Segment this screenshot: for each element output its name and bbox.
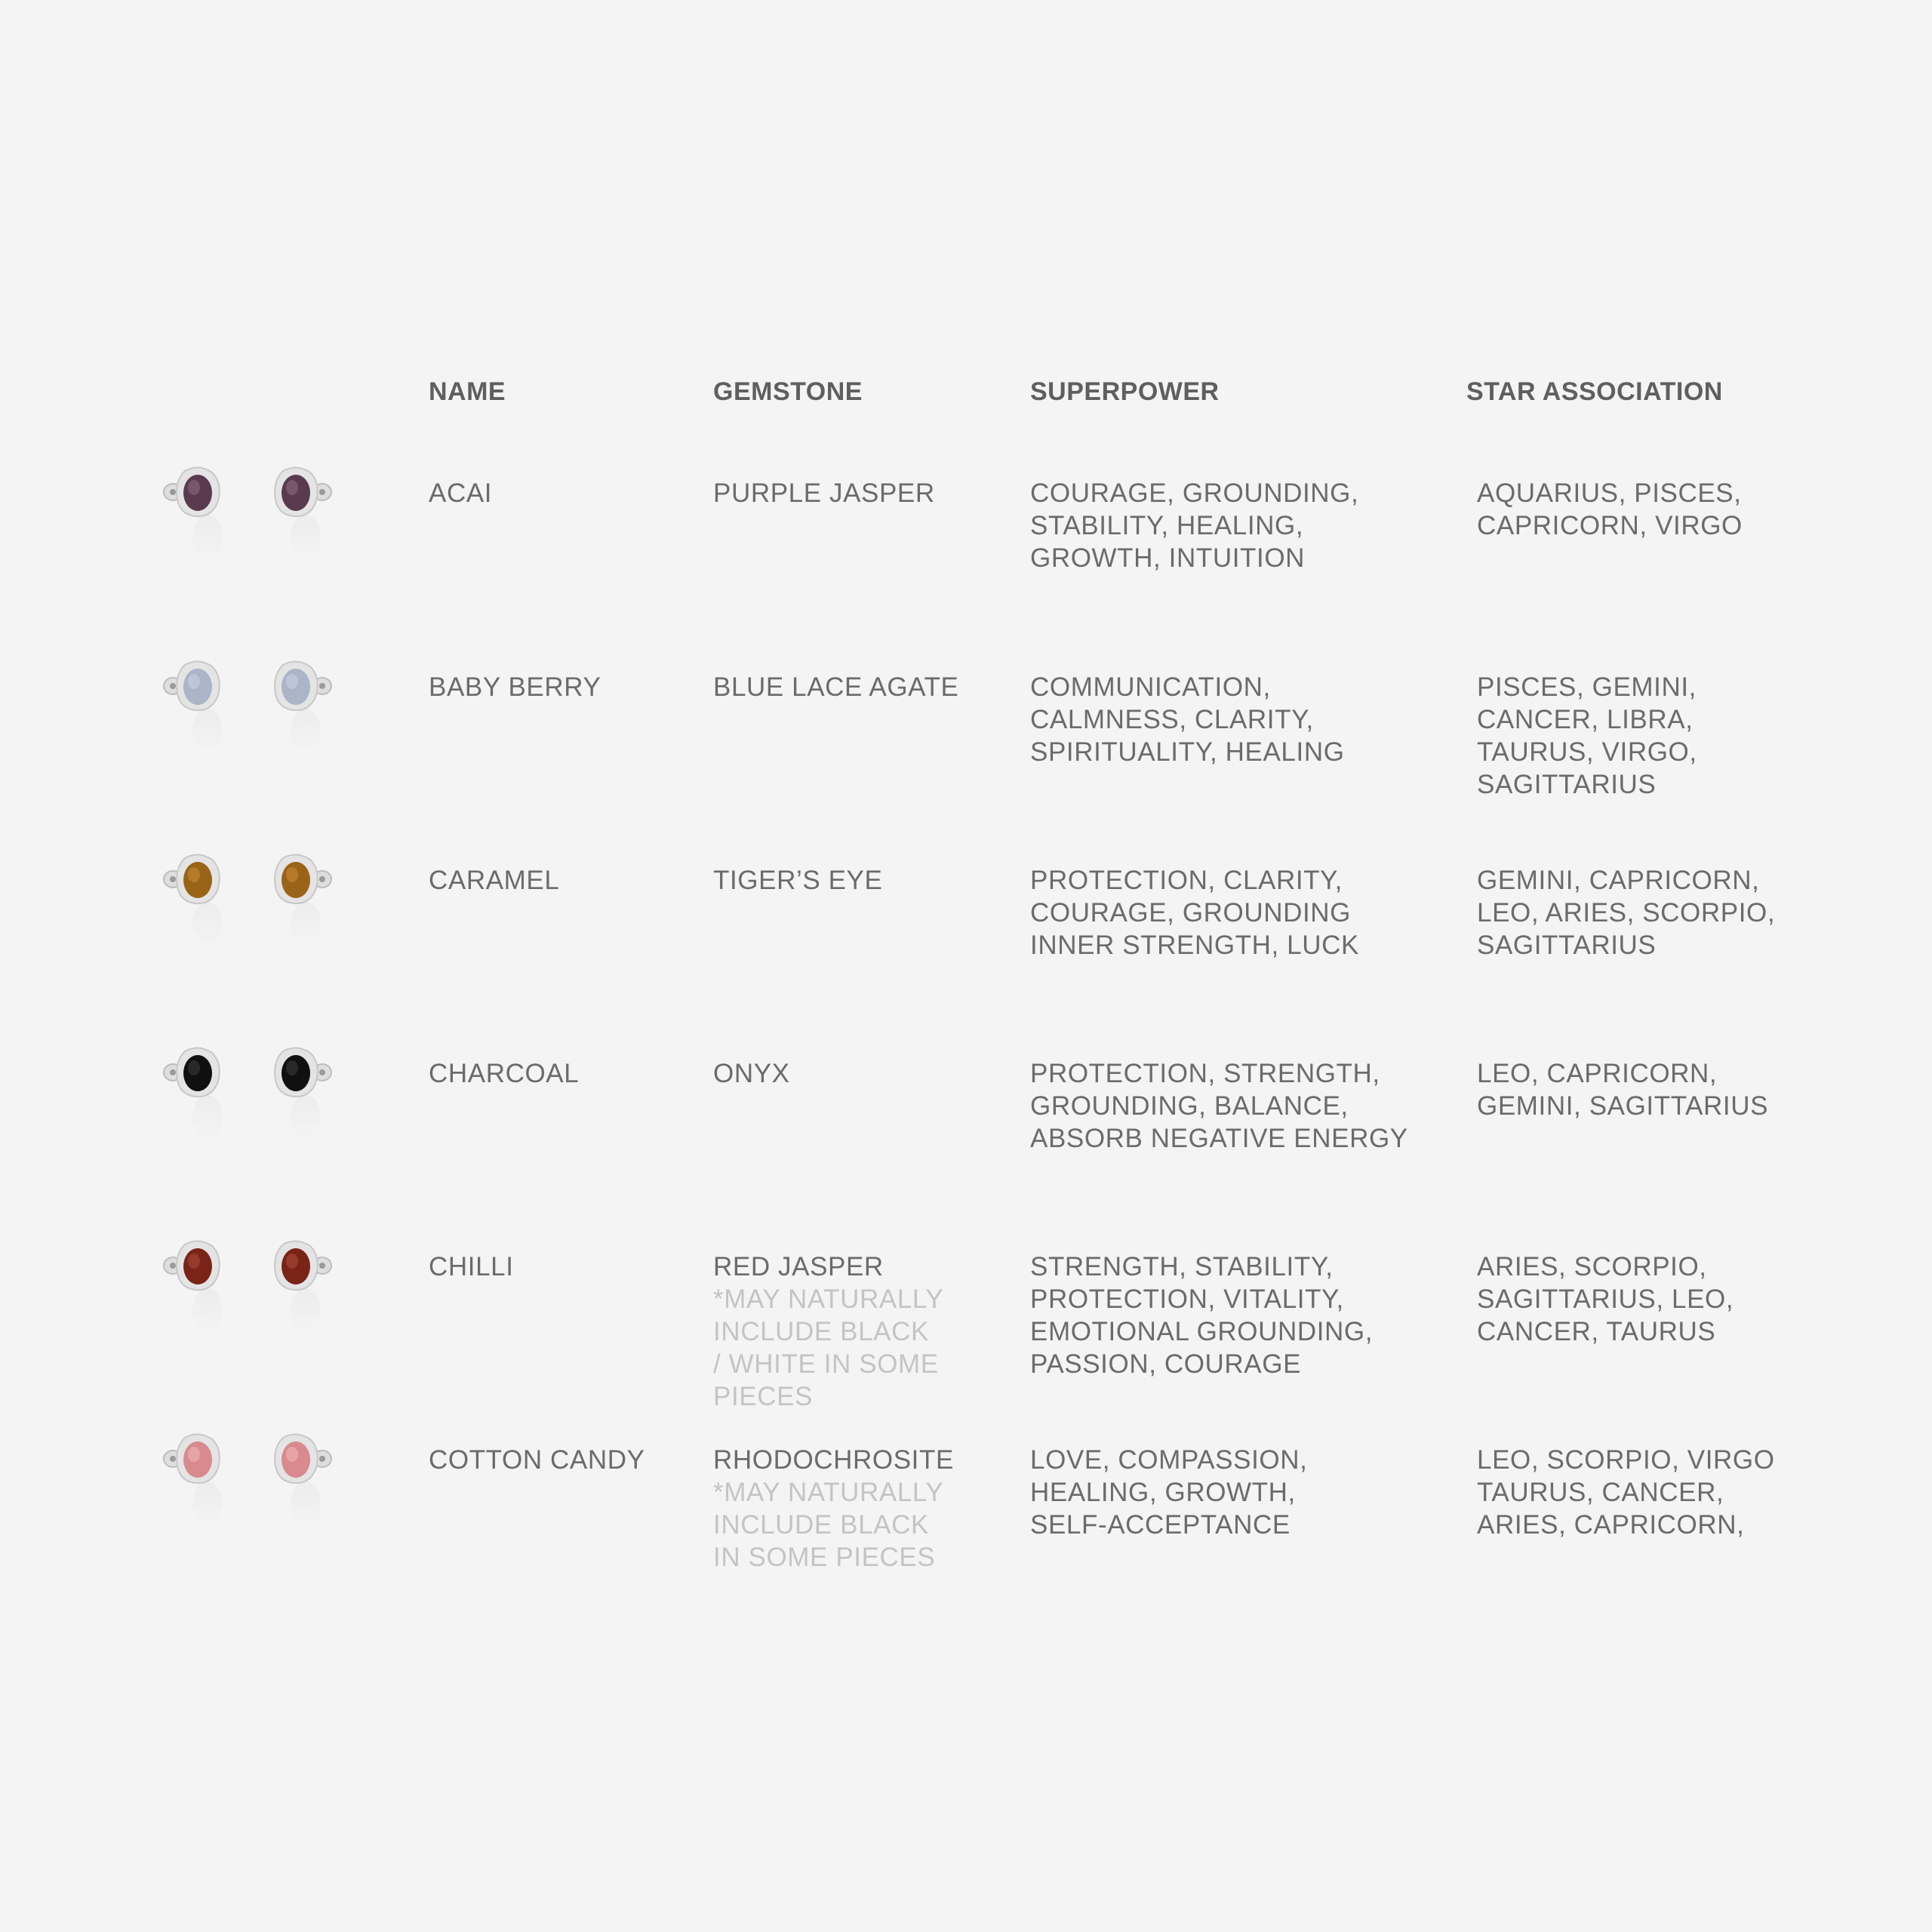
superpower-line: ABSORB NEGATIVE ENERGY: [1030, 1124, 1408, 1153]
star-line: GEMINI, SAGITTARIUS: [1477, 1091, 1769, 1121]
earring-right-image: [260, 1235, 332, 1307]
earring-left-image: [162, 1042, 234, 1114]
cell-name: [429, 477, 685, 509]
earring-right-image: [260, 656, 332, 728]
earring-pair-image: [162, 849, 328, 924]
star-line: GEMINI, CAPRICORN,: [1477, 866, 1760, 895]
earring-left-image: [162, 462, 234, 534]
superpower-line: INNER STRENGTH, LUCK: [1030, 931, 1359, 960]
cell-superpower: [1030, 671, 1453, 768]
earring-right-image: [260, 1042, 332, 1114]
cell-star-association: [1477, 1251, 1794, 1348]
header-star-association: STAR ASSOCIATION: [1466, 377, 1723, 406]
table-row: [0, 477, 1932, 651]
superpower-line: PASSION, COURAGE: [1030, 1349, 1302, 1379]
superpower-line: STABILITY, HEALING,: [1030, 511, 1304, 540]
star-line: ARIES, SCORPIO,: [1477, 1252, 1707, 1281]
gemstone-text: BLUE LACE AGATE: [713, 672, 959, 702]
superpower-line: GROWTH, INTUITION: [1030, 543, 1306, 573]
cell-superpower: [1030, 1251, 1453, 1380]
table-row: [0, 1444, 1932, 1617]
name-text: CHARCOAL: [429, 1059, 580, 1088]
cell-superpower: [1030, 477, 1453, 574]
gemstone-note-line: / WHITE IN SOME: [713, 1349, 939, 1379]
name-text: CARAMEL: [429, 866, 560, 895]
cell-gemstone: [713, 864, 985, 897]
superpower-line: SPIRITUALITY, HEALING: [1030, 737, 1345, 767]
star-line: AQUARIUS, PISCES,: [1477, 478, 1742, 508]
star-line: SAGITTARIUS, LEO,: [1477, 1284, 1734, 1314]
gemstone-note-line: PIECES: [713, 1382, 813, 1411]
gemstone-note-line: *MAY NATURALLY: [713, 1478, 944, 1507]
earring-pair-image: [162, 656, 328, 731]
name-text: ACAI: [429, 478, 493, 508]
cell-gemstone: [713, 671, 985, 703]
star-line: ARIES, CAPRICORN,: [1477, 1510, 1745, 1540]
gemstone-note-line: IN SOME PIECES: [713, 1543, 936, 1572]
earring-left-image: [162, 849, 234, 921]
cell-name: [429, 671, 685, 703]
cell-star-association: [1477, 477, 1794, 542]
superpower-line: PROTECTION, CLARITY,: [1030, 866, 1343, 895]
star-line: SAGITTARIUS: [1477, 770, 1657, 799]
earring-pair-image: [162, 462, 328, 537]
gemstone-text: RED JASPER: [713, 1252, 884, 1281]
star-line: PISCES, GEMINI,: [1477, 672, 1697, 702]
table-row: [0, 1251, 1932, 1424]
name-text: COTTON CANDY: [429, 1445, 645, 1475]
earring-right-image: [260, 849, 332, 921]
superpower-line: STRENGTH, STABILITY,: [1030, 1252, 1334, 1281]
superpower-line: PROTECTION, STRENGTH,: [1030, 1059, 1380, 1088]
superpower-line: COURAGE, GROUNDING,: [1030, 478, 1359, 508]
cell-gemstone: [713, 1251, 985, 1413]
gemstone-note-line: *MAY NATURALLY: [713, 1284, 944, 1314]
earring-pair-image: [162, 1235, 328, 1311]
gemstone-text: TIGER’S EYE: [713, 866, 883, 895]
star-line: TAURUS, VIRGO,: [1477, 737, 1697, 767]
superpower-line: SELF-ACCEPTANCE: [1030, 1510, 1291, 1540]
cell-superpower: [1030, 864, 1453, 961]
header-gemstone: GEMSTONE: [713, 377, 863, 406]
earring-left-image: [162, 656, 234, 728]
gemstone-note-line: INCLUDE BLACK: [713, 1510, 929, 1540]
earring-right-image: [260, 1429, 332, 1500]
gemstone-note-line: INCLUDE BLACK: [713, 1317, 929, 1346]
cell-name: [429, 1057, 685, 1090]
cell-star-association: [1477, 1057, 1794, 1122]
cell-star-association: [1477, 671, 1794, 801]
star-line: TAURUS, CANCER,: [1477, 1478, 1724, 1507]
table-row: [0, 1057, 1932, 1231]
gemstone-text: RHODOCHROSITE: [713, 1445, 954, 1475]
superpower-line: HEALING, GROWTH,: [1030, 1478, 1296, 1507]
cell-gemstone: [713, 1444, 985, 1574]
superpower-line: EMOTIONAL GROUNDING,: [1030, 1317, 1374, 1346]
star-line: SAGITTARIUS: [1477, 931, 1657, 960]
star-line: LEO, CAPRICORN,: [1477, 1059, 1718, 1088]
cell-star-association: [1477, 864, 1794, 961]
header-name: NAME: [429, 377, 506, 406]
table-row: [0, 864, 1932, 1038]
superpower-line: CALMNESS, CLARITY,: [1030, 705, 1314, 734]
earring-left-image: [162, 1235, 234, 1307]
name-text: CHILLI: [429, 1252, 514, 1281]
earring-right-image: [260, 462, 332, 534]
cell-name: [429, 864, 685, 897]
cell-gemstone: [713, 1057, 985, 1090]
earring-pair-image: [162, 1429, 328, 1504]
superpower-line: COMMUNICATION,: [1030, 672, 1271, 702]
cell-star-association: [1477, 1444, 1794, 1541]
gemstone-text: PURPLE JASPER: [713, 478, 935, 508]
superpower-line: LOVE, COMPASSION,: [1030, 1445, 1308, 1475]
star-line: LEO, ARIES, SCORPIO,: [1477, 898, 1776, 928]
superpower-line: COURAGE, GROUNDING: [1030, 898, 1351, 928]
cell-superpower: [1030, 1444, 1453, 1541]
star-line: LEO, SCORPIO, VIRGO: [1477, 1445, 1775, 1475]
earring-pair-image: [162, 1042, 328, 1118]
superpower-line: GROUNDING, BALANCE,: [1030, 1091, 1349, 1121]
star-line: CANCER, TAURUS: [1477, 1317, 1716, 1346]
table-row: [0, 671, 1932, 844]
name-text: BABY BERRY: [429, 672, 601, 702]
star-line: CANCER, LIBRA,: [1477, 705, 1694, 734]
gemstone-text: ONYX: [713, 1059, 790, 1088]
cell-name: [429, 1251, 685, 1283]
earring-left-image: [162, 1429, 234, 1500]
cell-name: [429, 1444, 685, 1476]
header-superpower: SUPERPOWER: [1030, 377, 1220, 406]
cell-superpower: [1030, 1057, 1453, 1155]
cell-gemstone: [713, 477, 985, 509]
star-line: CAPRICORN, VIRGO: [1477, 511, 1743, 540]
superpower-line: PROTECTION, VITALITY,: [1030, 1284, 1344, 1314]
